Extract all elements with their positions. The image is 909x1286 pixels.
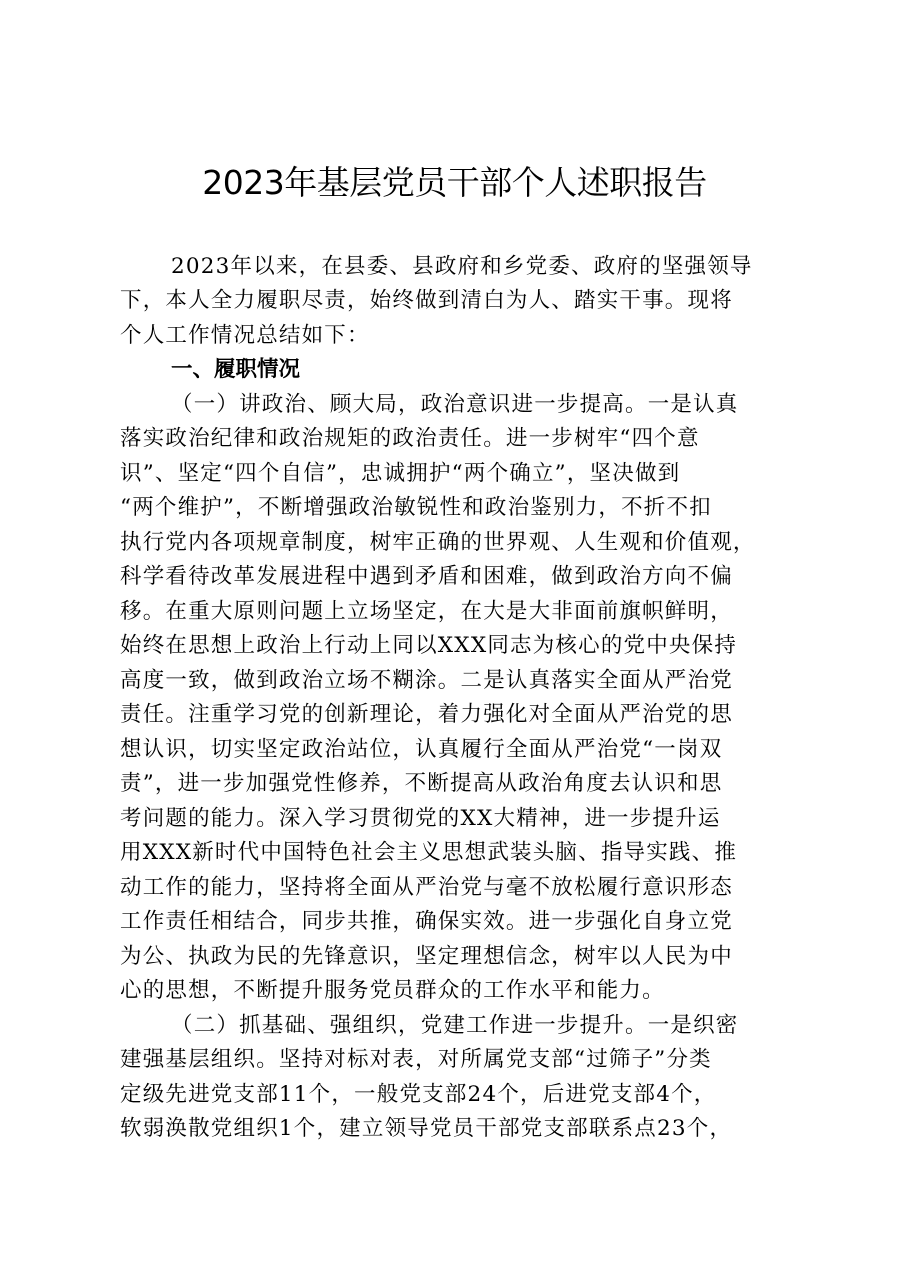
para-1-line-10: 责任。注重学习党的创新理论，着力强化对全面从严治党的思	[120, 702, 733, 727]
para-1-line-9: 高度一致，做到政治立场不糊涂。二是认真落实全面从严治党	[120, 668, 733, 693]
intro-line-1: 2023年以来，在县委、县政府和乡党委、政府的坚强领导	[171, 254, 753, 279]
document-title: 2023年基层党员干部个人述职报告	[202, 163, 707, 202]
para-1-line-14: 用XXX新时代中国特色社会主义思想武装头脑、指导实践、推	[120, 840, 738, 865]
para-1-line-15: 动工作的能力，坚持将全面从严治党与毫不放松履行意识形态	[120, 875, 733, 900]
para-1-line-17: 为公、执政为民的先锋意识，坚定理想信念，树牢以人民为中	[120, 944, 733, 969]
para-1-line-2: 落实政治纪律和政治规矩的政治责任。进一步树牢“四个意	[120, 426, 700, 451]
para-1-line-11: 想认识，切实坚定政治站位，认真履行全面从严治党“一岗双	[120, 737, 723, 762]
intro-line-3: 个人工作情况总结如下：	[120, 323, 370, 348]
para-1-line-16: 工作责任相结合，同步共推，确保实效。进一步强化自身立党	[120, 909, 733, 934]
para-2-line-3: 定级先进党支部11个，一般党支部24个，后进党支部4个，	[120, 1082, 717, 1107]
para-1-line-18: 心的思想，不断提升服务党员群众的工作水平和能力。	[120, 978, 665, 1003]
para-1-line-5: 执行党内各项规章制度，树牢正确的世界观、人生观和价值观，	[120, 530, 756, 555]
para-1-line-4: “两个维护”，不断增强政治敏锐性和政治鉴别力，不折不扣	[120, 495, 712, 520]
para-1-line-1: （一）讲政治、顾大局，政治意识进一步提高。一是认真	[171, 392, 739, 417]
para-1-line-8: 始终在思想上政治上行动上同以XXX同志为核心的党中央保持	[120, 633, 738, 658]
para-2-line-4: 软弱涣散党组织1个，建立领导党员干部党支部联系点23个，	[120, 1116, 733, 1141]
para-2-line-2: 建强基层组织。坚持对标对表，对所属党支部“过筛子”分类	[120, 1047, 712, 1072]
intro-line-2: 下，本人全力履职尽责，始终做到清白为人、踏实干事。现将	[120, 288, 733, 313]
section-heading: 一、履职情况	[171, 357, 301, 382]
para-2-line-1: （二）抓基础、强组织，党建工作进一步提升。一是织密	[171, 1013, 739, 1038]
para-1-line-12: 责”，进一步加强党性修养，不断提高从政治角度去认识和思	[120, 771, 723, 796]
para-1-line-7: 移。在重大原则问题上立场坚定，在大是大非面前旗帜鲜明，	[120, 599, 733, 624]
para-1-line-3: 识”、坚定“四个自信”，忠诚拥护“两个确立”，坚决做到	[120, 461, 681, 486]
para-1-line-6: 科学看待改革发展进程中遇到矛盾和困难，做到政治方向不偏	[120, 564, 733, 589]
para-1-line-13: 考问题的能力。深入学习贯彻党的XX大精神，进一步提升运	[120, 806, 721, 831]
